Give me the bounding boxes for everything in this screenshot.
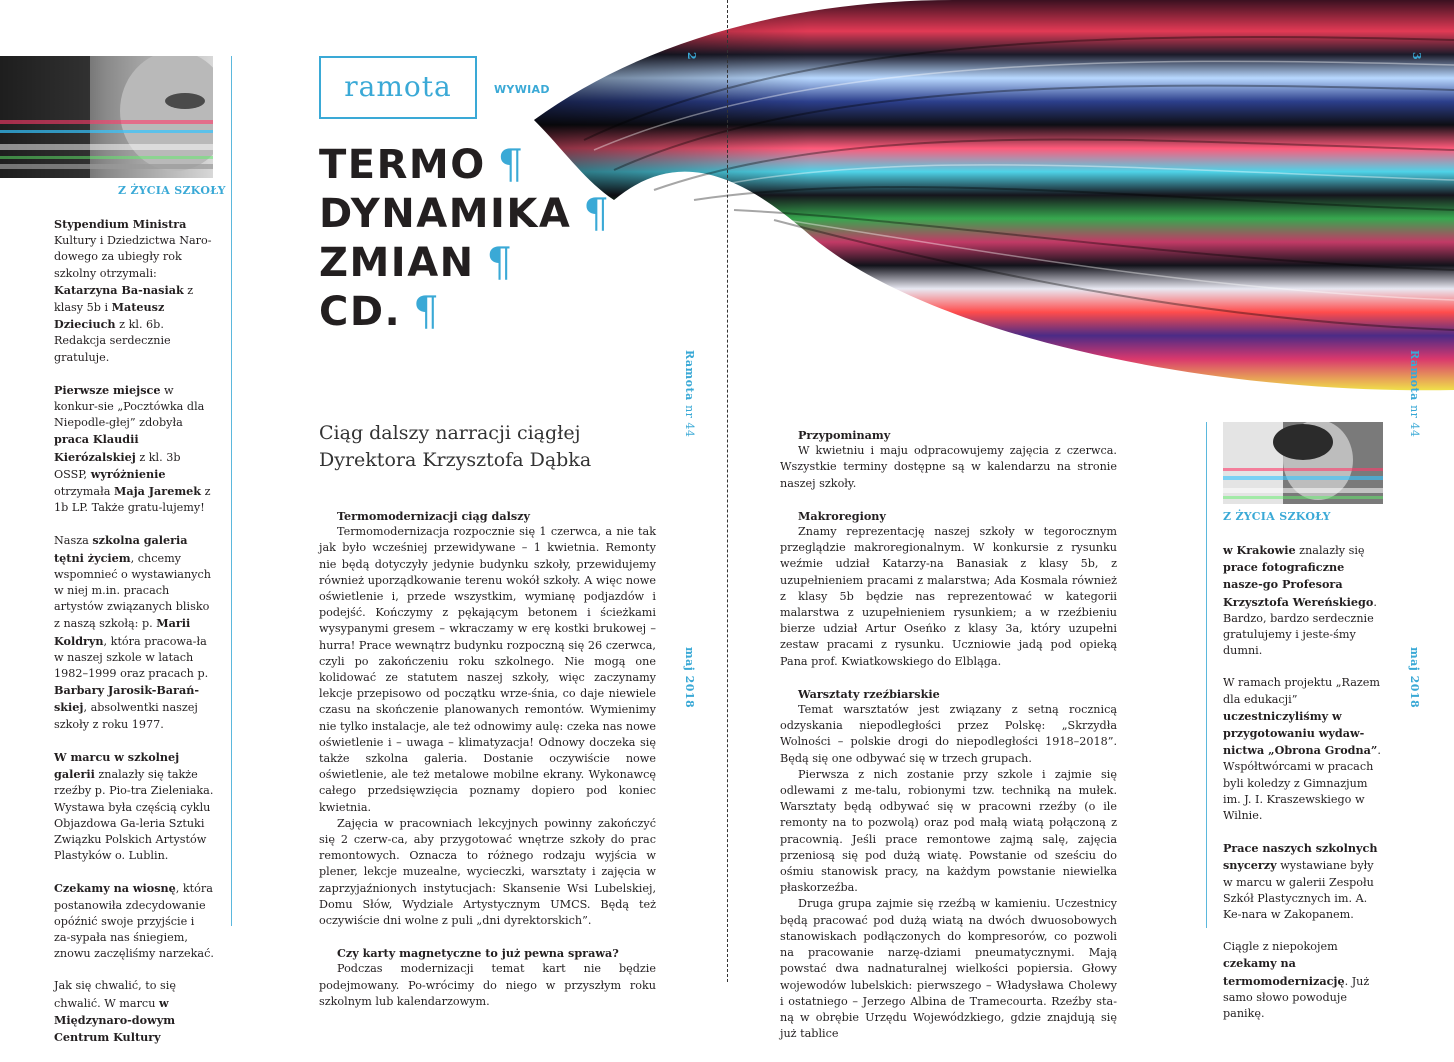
right-sidebar-divider xyxy=(1206,422,1207,928)
paragraph: Zajęcia w pracowniach lekcyjnych powinny zakończyć się 2 czerw-ca, aby przygotować wnętrze szkoły do prac remontowych. Oznacza to różnego rodzaju wyjścia w plener, lekcje muzealne, wycieczki, warsztaty i zajęcia w zaprzyjaźnionych instytucjach: Skansenie Wsi Lubelskiej, Domu Słów, Wydziale Artystycznym UMCS. Będą też oczywiście dni wolne z puli „dni dyrektorskich”. xyxy=(319,816,656,928)
title-line: ZMIAN ¶ xyxy=(319,240,514,286)
ribbon-graphic xyxy=(494,0,1454,400)
glitch-portrait-left-image xyxy=(0,56,213,178)
glitch-portrait-right xyxy=(1223,422,1383,504)
right-sidebar-text xyxy=(1223,542,1383,1038)
title-line: DYNAMIKA ¶ xyxy=(319,191,611,237)
logo-text: ramota xyxy=(344,70,452,103)
article-column-left xyxy=(319,508,656,1010)
section-heading: Makroregiony xyxy=(798,508,886,523)
page-number-right: 3 xyxy=(1410,52,1423,60)
paragraph: W kwietniu i maju odpracowujemy zajęcia z czerwca. Wszystkie terminy dostępne są w kalendarzu na stronie naszej szkoły. xyxy=(780,444,1117,490)
section-heading: Przypominamy xyxy=(798,428,891,442)
right-sidebar-item: Prace naszych szkolnych snycerzy wystawiane były w marcu w galerii Zespołu Szkół Plastycznych im. A. Ke-nara w Zakopanem. xyxy=(1223,841,1378,922)
paragraph: Podczas modernizacji temat kart nie będzie podejmowany. Po-wrócimy do niego w przyszłym roku szkolnym lub kalendarzowym. xyxy=(319,962,656,1008)
left-sidebar-divider xyxy=(231,56,232,926)
page-number-left: 2 xyxy=(685,52,698,60)
issue-label-right: Ramota nr 44 xyxy=(1408,350,1421,438)
logo-box xyxy=(319,56,477,119)
paragraph: Druga grupa zajmie się rzeźbą w kamieniu. Uczestnicy będą pracować pod dużą wiatą na dwóch dwuosobowych stanowiskach podłączonych do kompresorów, co pozwoli na pracowanie narzę-dziami pneumatycznymi. Mają powstać dwa nadnaturalnej wielkości popiersia. Głowy wojewodów lubelskich: pierwszego – Władysława Cholewy i ostatniego – Jerzego Albina de Tramecourta. Rzeźby sta-ną w obrębie Urzędu Wojewódzkiego, gdzie znajdują się już tablice xyxy=(780,897,1117,1041)
title-line: CD. ¶ xyxy=(319,289,441,335)
article-subtitle: Ciąg dalszy narracji ciągłej Dyrektora Krzysztofa Dąbka xyxy=(319,422,592,471)
section-label: WYWIAD xyxy=(494,83,550,96)
section-heading: Czy karty magnetyczne to już pewna sprawa? xyxy=(337,946,619,961)
paragraph: Termomodernizacja rozpocznie się 1 czerwca, a nie tak jak było wcześniej przewidywane – 1 kwietnia. Remonty nie będą dotyczyły jedynie budynku szkoły, przewidujemy również uporządkowanie terenu wokół szkoły. A więc nowe oświetlenie i, przede wszystkim, wymianę podjazdów i podejść. Kończymy z pękającym betonem i ścieżkami wysypanymi gresem – wkraczamy w erę kostki brukowej – hurra! Prace wewnątrz budynku rozpoczną się 26 czerwca, czyli po zakończeniu roku szkolnego. Nie mogą one kolidować ze statutem naszej szkoły, więc zaczynamy lekcje przepisowo od początku wrze-śnia, co daje niewiele czasu na skończenie planowanych remontów. Wymienimy nie tylko instalacje, ale też odnowimy aulę: czeka nas nowe oświetlenie i – uwaga – klimatyzacja! Odnowy doczeka się także szkolna galeria. Dostanie oczywiście nowe oświetlenie, ale też metalowe mobilne ekrany. Wykonawcę całego przedsięwzięcia poznamy dopiero pod koniec kwietnia. xyxy=(319,525,656,814)
left-sidebar-item: Pierwsze miejsce w konkur-sie „Pocztówka dla Niepodle-głej” zdobyła praca Klaudii Kierózalskiej z kl. 3b OSSP, wyróżnienie otrzymała Maja Jaremek z 1b LP. Także gratu-lujemy! xyxy=(54,382,211,515)
article-title xyxy=(319,141,610,337)
glitch-portrait-right-image xyxy=(1223,422,1383,504)
issue-label-left: Ramota nr 44 xyxy=(683,350,696,438)
right-sidebar-label: Z ŻYCIA SZKOŁY xyxy=(1223,510,1331,523)
glitch-portrait-left xyxy=(0,56,213,178)
left-sidebar-item: Stypendium Ministra Kultury i Dziedzictwa Naro-dowego za ubiegły rok szkolny otrzymali: Katarzyna Ba-nasiak z klasy 5b i Mateusz Dzieciuch z kl. 6b. Redakcja serdecznie gratuluje. xyxy=(54,217,212,364)
article-column-right xyxy=(780,427,1117,1042)
left-sidebar-item: W marcu w szkolnej galerii znalazły się także rzeźby p. Pio-tra Zieleniaka. Wystawa była częścią cyklu Objazdowa Ga-leria Sztuki Związku Polskich Artystów Plastyków o. Lublin. xyxy=(54,749,214,863)
right-sidebar-item: w Krakowie znalazły się prace fotograficzne nasze-go Profesora Krzysztofa Wereńskiego. Bardzo, bardzo serdecznie gratulujemy i jeste-śmy dumni. xyxy=(1223,543,1377,658)
paragraph: Znamy reprezentację naszej szkoły w tegorocznym przeglądzie makroregionalnym. W konkursie z rysunku weźmie udział Katarzy-na Banasiak z klasy 5b, z uzupełnieniem pracami z malarstwa; Ada Kosmala również z klasy 5b będzie nas reprezentować w kategorii malarstwa z uzupełnieniem rysunkiem; a w rzeźbieniu bierze udział Artur Oseńko z klasy 3a, który uzupełni zestaw pracami z rysunku. Uczniowie jadą pod opieką Pana prof. Kwiatkowskiego do Elbląga. xyxy=(780,525,1117,668)
right-sidebar-item: W ramach projektu „Razem dla edukacji” uczestniczyliśmy w przygotowaniu wydaw-nictwa „Obrona Grodna”. Współtwórcami w pracach byli koledzy z Gimnazjum im. J. I. Kraszewskiego w Wilnie. xyxy=(1223,676,1381,823)
paragraph: Temat warsztatów jest związany z setną rocznicą odzyskania niepodległości przez Polskę: „Skrzydła Wolności – polskie drogi do niepodległości 1918–2018”. Będą się one odbywać się w trzech grupach. xyxy=(780,703,1117,765)
left-sidebar-item: Czekamy na wiosnę, która postanowiła zdecydowanie opóźnić swoje przyjście i za-sypała nas śniegiem, znowu zaczęliśmy narzekać. xyxy=(54,881,214,961)
left-sidebar-label: Z ŻYCIA SZKOŁY xyxy=(118,184,226,197)
page-fold-line xyxy=(727,0,728,982)
issue-date-left: maj 2018 xyxy=(683,647,696,709)
section-heading: Termomodernizacji ciąg dalszy xyxy=(337,509,530,523)
right-sidebar-item: Ciągle z niepokojem czekamy na termomodernizację. Już samo słowo powoduje panikę. xyxy=(1223,940,1370,1021)
left-sidebar-item: Nasza szkolna galeria tętni życiem, chcemy wspomnieć o wystawianych w niej m.in. pracach artystów związanych blisko z naszą szkołą: p. Marii Koldryn, która pracowa-ła w naszej szkole w latach 1982–1999 oraz pracach p. Barbary Jarosik-Barań-skiej, absolwentki naszej szkoły z roku 1977. xyxy=(54,533,211,731)
left-sidebar-text xyxy=(54,216,214,1062)
issue-date-right: maj 2018 xyxy=(1408,647,1421,709)
section-heading: Warsztaty rzeźbiarskie xyxy=(798,686,940,701)
paragraph: Pierwsza z nich zostanie przy szkole i zajmie się odlewami z me-talu, robionymi tzw. techniką na mułek. Warsztaty będą odbywać się w pracowni rzeźby (o ile remonty na to pozwolą) oraz pod małą wiatą połączoną z pracownią. Jeśli prace remontowe zajmą salę, zajęcia przeniosą się pod dużą wiatę. Powstanie od sześciu do ośmiu stanowisk pracy, na każdym powstanie niewielka płaskorzeźba. xyxy=(780,767,1117,895)
left-sidebar-item: Jak się chwalić, to się chwalić. W marcu w Międzynaro-dowym Centrum Kultury xyxy=(54,979,176,1044)
title-line: TERMO ¶ xyxy=(319,142,525,188)
